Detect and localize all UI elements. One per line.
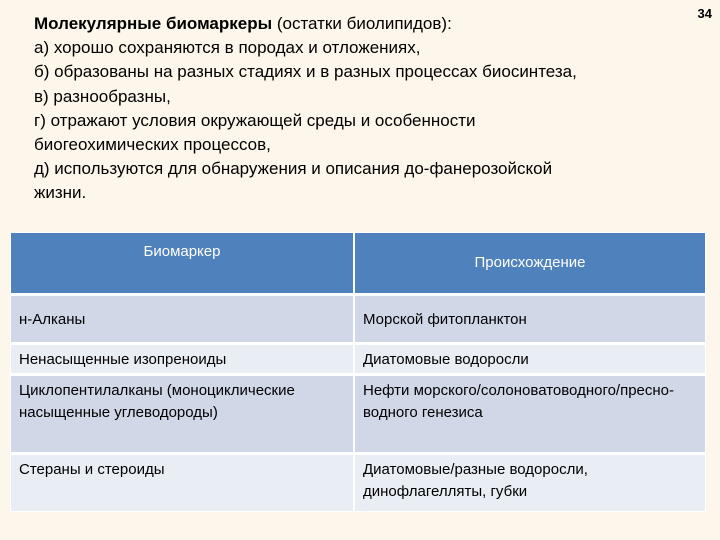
intro-item-e-cont: жизни. [34, 183, 87, 203]
biomarker-table [10, 232, 706, 512]
intro-text [34, 12, 694, 206]
table-cell: Циклопентилалканы (моноциклические насыщенные углеводороды) [10, 374, 354, 453]
column-header-biomarker: Биомаркер [10, 232, 354, 294]
table-cell: н-Алканы [10, 294, 354, 343]
table-cell: Стераны и стероиды [10, 453, 354, 512]
table-cell: Диатомовые водоросли [354, 343, 706, 374]
intro-item-d: г) отражают условия окружающей среды и особенности [34, 110, 476, 130]
table-header-row [10, 232, 706, 294]
table-row [10, 453, 706, 512]
intro-item-b: б) образованы на разных стадиях и в разных процессах биосинтеза, [34, 62, 577, 82]
table-cell: Морской фитопланктон [354, 294, 706, 343]
intro-heading-line [34, 12, 694, 36]
table-row [10, 343, 706, 374]
intro-heading-bold: Молекулярные биомаркеры [34, 14, 273, 33]
intro-heading-rest: (остатки биолипидов): [272, 14, 452, 33]
table-cell: Диатомовые/разные водоросли, динофлагелляты, губки [354, 453, 706, 512]
table-row [10, 374, 706, 453]
page-number: 34 [697, 6, 712, 21]
column-header-origin: Происхождение [354, 232, 706, 294]
table-row [10, 294, 706, 343]
table-cell: Ненасыщенные изопреноиды [10, 343, 354, 374]
intro-item-c: в) разнообразны, [34, 86, 171, 106]
intro-item-e: д) используются для обнаружения и описания до-фанерозойской [34, 159, 553, 179]
table-cell: Нефти морского/солоноватоводного/пресно-водного генезиса [354, 374, 706, 453]
intro-item-d-cont: биогеохимических процессов, [34, 135, 271, 155]
intro-item-a: а) хорошо сохраняются в породах и отложениях, [34, 38, 421, 58]
